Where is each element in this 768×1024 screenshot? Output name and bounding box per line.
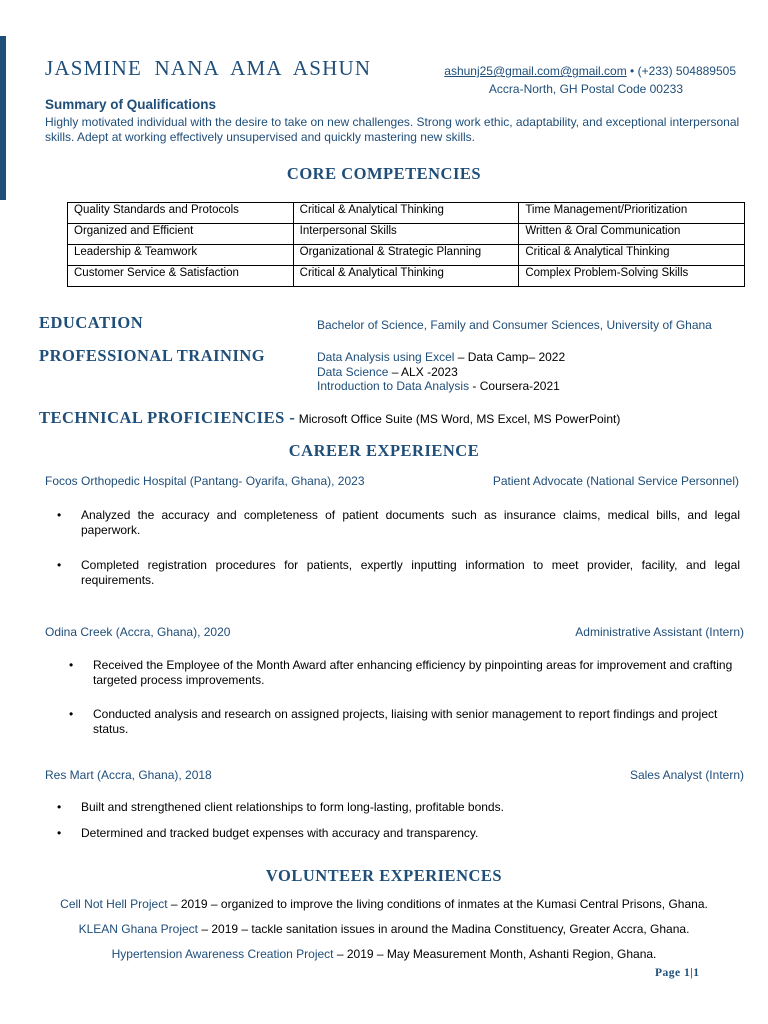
table-cell: Time Management/Prioritization [519,203,745,224]
volunteer-item [0,922,768,936]
career-title: CAREER EXPERIENCE [288,441,480,460]
table-cell: Written & Oral Communication [519,224,745,245]
job-bullets [81,508,740,588]
core-competencies-title: CORE COMPETENCIES [286,164,482,183]
summary-title: Summary of Qualifications [45,97,217,112]
table-row [68,224,745,245]
training-detail: – Data Camp– 2022 [454,350,566,364]
volunteer-project: Hypertension Awareness Creation Project [111,947,334,961]
job-bullets [93,658,741,737]
technical-line [39,408,620,428]
job-organization: Focos Orthopedic Hospital (Pantang- Oyarifa, Ghana), 2023 [45,474,365,488]
summary-text: Highly motivated individual with the desire to take on new challenges. Strong work ethic, adaptability, and exceptional interpersonal skills. Adept at working effectively unsupervised and quickly mastering new skills. [45,115,740,144]
volunteer-detail: – 2019 – May Measurement Month, Ashanti Region, Ghana. [333,947,657,961]
table-row [68,203,745,224]
table-cell: Organized and Efficient [68,224,294,245]
volunteer-detail: – 2019 – tackle sanitation issues in around the Madina Constituency, Greater Accra, Ghana. [198,922,690,936]
education-degree: Bachelor of Science, Family and Consumer Sciences, University of Ghana [317,318,712,332]
table-cell: Leadership & Teamwork [68,245,294,266]
volunteer-title: VOLUNTEER EXPERIENCES [265,866,503,885]
volunteer-project: KLEAN Ghana Project [78,922,198,936]
training-item [317,350,565,364]
job-role: Patient Advocate (National Service Personnel) [492,474,739,488]
list-item: • Conducted analysis and research on assigned projects, liaising with senior management to report findings and project status. [93,707,741,737]
table-row [68,266,745,287]
job-role: Sales Analyst (Intern) [629,768,744,782]
table-cell: Critical & Analytical Thinking [293,203,519,224]
list-item: • Completed registration procedures for patients, expertly inputting information to meet provider, facility, and legal requirements. [81,558,740,588]
technical-text: Microsoft Office Suite (MS Word, MS Excel, MS PowerPoint) [295,412,621,426]
job-bullets [81,800,741,841]
list-item: • Received the Employee of the Month Award after enhancing efficiency by pinpointing areas for improvement and crafting targeted process improvements. [93,658,741,688]
training-detail: - Coursera-2021 [469,379,560,393]
training-course: Data Analysis using Excel [317,350,455,364]
job-organization: Res Mart (Accra, Ghana), 2018 [45,768,212,782]
table-row [68,245,745,266]
list-item: • Analyzed the accuracy and completeness of patient documents such as insurance claims, medical bills, and legal paperwork. [81,508,740,538]
address: Accra-North, GH Postal Code 00233 [488,82,683,96]
training-course: Data Science [317,365,389,379]
phone-number: • (+233) 504889505 [626,64,736,78]
table-cell: Quality Standards and Protocols [68,203,294,224]
job-role: Administrative Assistant (Intern) [575,625,744,639]
list-item: • Determined and tracked budget expenses with accuracy and transparency. [81,826,741,841]
technical-title: TECHNICAL PROFICIENCIES - [39,408,296,427]
training-detail: – ALX -2023 [388,365,458,379]
list-item: • Built and strengthened client relationships to form long-lasting, profitable bonds. [81,800,741,815]
table-cell: Customer Service & Satisfaction [68,266,294,287]
table-cell: Organizational & Strategic Planning [293,245,519,266]
volunteer-item [0,947,768,961]
candidate-name: JASMINE NANA AMA ASHUN [45,56,372,80]
training-title: PROFESSIONAL TRAINING [39,346,266,365]
email-link[interactable]: ashunj25@gmail.com@gmail.com [444,64,627,78]
table-cell: Critical & Analytical Thinking [293,266,519,287]
training-item [317,365,458,379]
page-number: Page 1|1 [655,967,700,979]
training-course: Introduction to Data Analysis [317,379,470,393]
contact-line [444,64,736,78]
volunteer-project: Cell Not Hell Project [60,897,168,911]
volunteer-detail: – 2019 – organized to improve the living conditions of inmates at the Kumasi Central Prisons, Ghana. [167,897,708,911]
table-cell: Complex Problem-Solving Skills [519,266,745,287]
job-organization: Odina Creek (Accra, Ghana), 2020 [45,625,231,639]
table-cell: Interpersonal Skills [293,224,519,245]
education-title: EDUCATION [39,313,144,332]
training-item [317,379,560,393]
competencies-table [67,202,745,287]
volunteer-item [0,897,768,911]
table-cell: Critical & Analytical Thinking [519,245,745,266]
